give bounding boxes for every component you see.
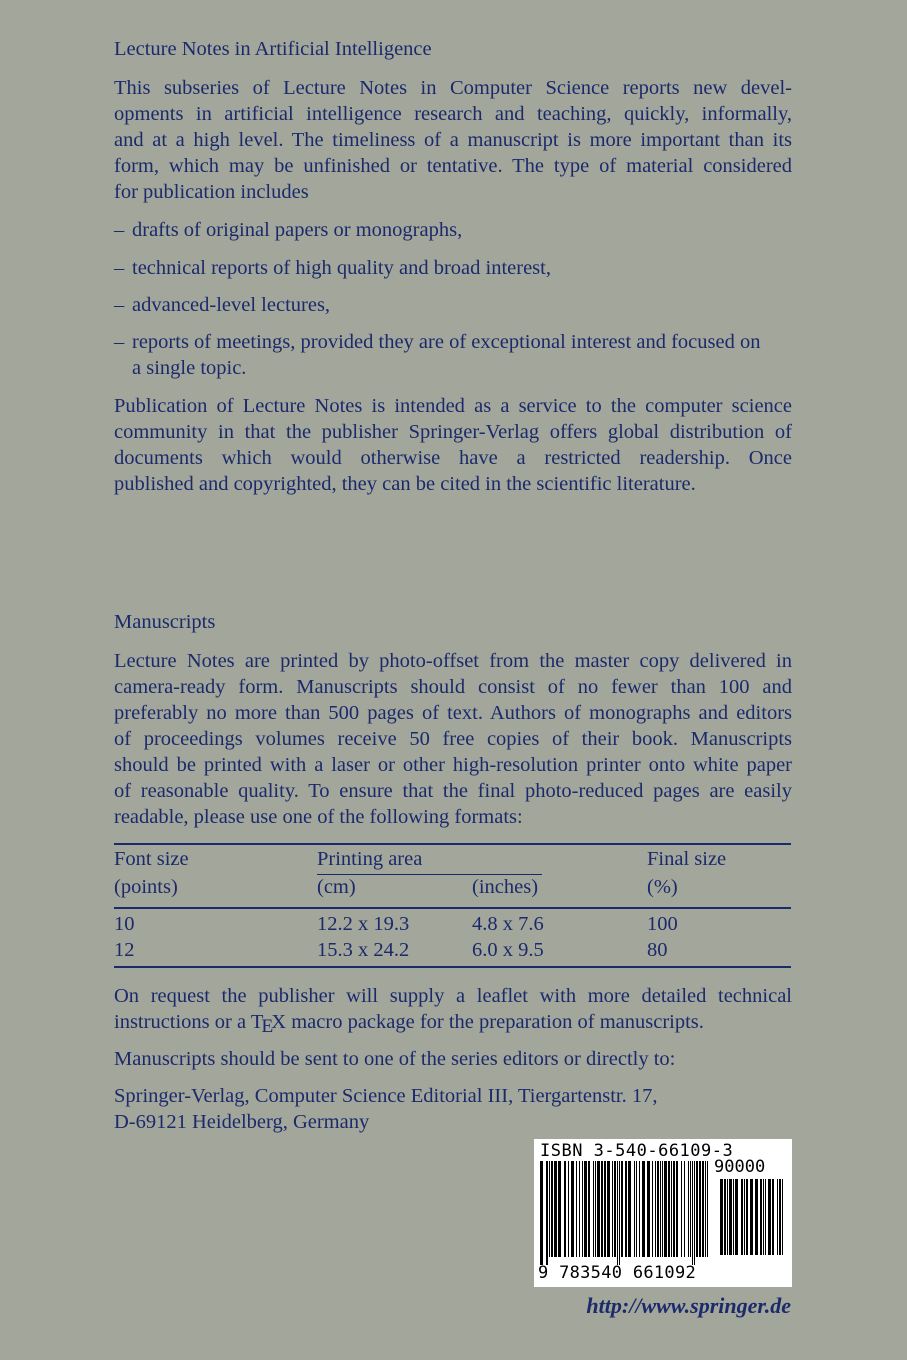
publication-line: Publication of Lecture Notes is intended as a service to the computer science	[114, 395, 792, 417]
barcode-bar	[768, 1179, 771, 1255]
list-item	[114, 217, 792, 243]
barcode-bar	[652, 1161, 653, 1257]
table-header-rule	[114, 907, 791, 909]
barcode-bar	[733, 1179, 734, 1255]
isbn-barcode	[534, 1139, 792, 1287]
barcode-bar	[619, 1161, 620, 1265]
barcode-bar	[702, 1161, 704, 1257]
barcode-bar	[601, 1161, 603, 1257]
barcode-bar	[777, 1179, 778, 1255]
list-item-text: a single topic.	[132, 357, 247, 379]
header-printing-area: Printing area	[317, 848, 423, 870]
barcode-bar	[760, 1179, 762, 1255]
barcode-bar	[676, 1161, 678, 1257]
barcode-bar	[597, 1161, 600, 1257]
publication-paragraph	[114, 393, 792, 497]
list-item-text: technical reports of high quality and broad interest,	[132, 257, 551, 279]
list-item-text: reports of meetings, provided they are of exceptional interest and focused on	[132, 331, 761, 353]
barcode-bar	[554, 1161, 557, 1257]
intro-line: form, which may be unfinished or tentative. The type of material considered	[114, 155, 792, 177]
manuscripts-line: preferably no more than 500 pages of text. Authors of monographs and editors	[114, 702, 792, 724]
barcode-bar	[688, 1161, 689, 1257]
barcode-bar	[546, 1161, 548, 1265]
barcode-bar	[750, 1179, 753, 1255]
barcode-bar	[690, 1161, 691, 1257]
barcode-bar	[720, 1179, 723, 1255]
request-text: instructions or a	[114, 1011, 251, 1033]
barcode-bar	[568, 1161, 569, 1257]
list-item-text: advanced-level lectures,	[132, 294, 331, 316]
tex-e: E	[261, 1016, 274, 1037]
barcode-bar	[684, 1161, 685, 1257]
barcode-bar	[746, 1179, 748, 1255]
barcode-bar	[735, 1179, 738, 1255]
barcode-bar	[582, 1161, 583, 1257]
manuscripts-paragraph	[114, 648, 792, 830]
intro-line: for publication includes	[114, 181, 309, 203]
barcode-bar	[660, 1161, 661, 1257]
series-heading: Lecture Notes in Artificial Intelligence	[114, 38, 432, 60]
barcode-bar	[647, 1161, 650, 1257]
isbn-text: ISBN 3-540-66109-3	[540, 1141, 734, 1161]
barcode-bar	[540, 1161, 543, 1265]
intro-paragraph	[114, 75, 792, 205]
barcode-bar	[628, 1161, 631, 1257]
tex-t: T	[250, 1011, 264, 1033]
barcode-bar	[604, 1161, 606, 1257]
header-final-size: Final size	[647, 848, 727, 870]
manuscripts-line: of proceedings volumes receive 50 free copies of their book. Manuscripts	[114, 728, 792, 750]
barcode-bar	[639, 1161, 640, 1257]
header-cm: (cm)	[317, 876, 356, 898]
table-bottom-rule	[114, 966, 791, 968]
barcode-bar	[657, 1161, 659, 1257]
printing-area-rule	[317, 874, 542, 875]
barcode-bar	[625, 1161, 627, 1257]
tex-x: X	[271, 1011, 287, 1033]
price-code: 90000	[714, 1157, 766, 1177]
list-dash: –	[114, 331, 125, 353]
manuscripts-line: should be printed with a laser or other high-resolution printer onto white paper	[114, 754, 792, 776]
barcode-bar	[707, 1161, 708, 1257]
ean-digits: 9 783540 661092	[538, 1263, 697, 1283]
publisher-url[interactable]: http://www.springer.de	[586, 1293, 791, 1318]
table-cell-points: 12	[114, 939, 135, 961]
publication-line: community in that the publisher Springer-Verlag offers global distribution of	[114, 421, 792, 443]
table-cell-cm: 12.2 x 19.3	[317, 913, 410, 935]
barcode-bar	[772, 1179, 774, 1255]
barcode-bar	[779, 1179, 781, 1255]
barcode-bar	[692, 1161, 693, 1265]
table-cell-inches: 4.8 x 7.6	[472, 913, 544, 935]
manuscripts-line: camera-ready form. Manuscripts should consist of no fewer than 100 and	[114, 676, 792, 698]
table-cell-cm: 15.3 x 24.2	[317, 939, 410, 961]
barcode-bar	[724, 1179, 726, 1255]
barcode-bar	[671, 1161, 672, 1257]
list-item	[114, 255, 792, 281]
list-item	[114, 292, 792, 318]
table-cell-inches: 6.0 x 9.5	[472, 939, 544, 961]
address-line: Springer-Verlag, Computer Science Editorial III, Tiergartenstr. 17,	[114, 1085, 658, 1107]
barcode-bar	[636, 1161, 637, 1257]
barcode-bar	[621, 1161, 623, 1257]
barcode-bar	[642, 1161, 645, 1257]
address-line: D-69121 Heidelberg, Germany	[114, 1111, 370, 1133]
request-paragraph	[114, 983, 792, 1036]
barcode-bar	[617, 1161, 618, 1265]
barcode-bar	[699, 1161, 701, 1257]
manuscripts-heading: Manuscripts	[114, 611, 216, 633]
barcode-bar	[729, 1179, 732, 1255]
barcode-bar	[655, 1161, 656, 1257]
barcode-bar	[588, 1161, 590, 1257]
barcode-bar	[744, 1179, 745, 1255]
header-inches: (inches)	[472, 876, 539, 898]
barcode-bar	[668, 1161, 670, 1257]
manuscripts-line: readable, please use one of the following formats:	[114, 806, 523, 828]
barcode-bar	[579, 1161, 580, 1257]
barcode-bar	[564, 1161, 566, 1257]
barcode-bar	[576, 1161, 577, 1257]
addon-bars	[718, 1179, 788, 1283]
barcode-bar	[549, 1161, 550, 1257]
list-dash: –	[114, 219, 125, 241]
header-percent: (%)	[647, 876, 678, 898]
intro-line: opments in artificial intelligence research and teaching, quickly, informally,	[114, 103, 792, 125]
barcode-bar	[664, 1161, 667, 1257]
barcode-bar	[571, 1161, 574, 1257]
send-text: Manuscripts should be sent to one of the series editors or directly to:	[114, 1048, 676, 1070]
table-top-rule	[114, 843, 791, 845]
barcode-bar	[634, 1161, 635, 1257]
list-item	[114, 329, 792, 381]
barcode-bar	[607, 1161, 610, 1257]
barcode-bar	[763, 1179, 764, 1255]
intro-line: and at a high level. The timeliness of a manuscript is more important than its	[114, 129, 792, 151]
barcode-bar	[755, 1179, 758, 1255]
barcode-bar	[614, 1161, 616, 1257]
barcode-bar	[584, 1161, 587, 1257]
manuscripts-line: Lecture Notes are printed by photo-offset from the master copy delivered in	[114, 650, 792, 672]
list-dash: –	[114, 257, 125, 279]
list-item-text: drafts of original papers or monographs,	[132, 219, 463, 241]
barcode-bar	[612, 1161, 613, 1257]
barcode-bar	[741, 1179, 743, 1255]
publication-line: documents which would otherwise have a restricted readership. Once	[114, 447, 792, 469]
manuscripts-line: of reasonable quality. To ensure that the final photo-reduced pages are easily	[114, 780, 792, 802]
table-cell-final: 80	[647, 939, 668, 961]
barcode-bar	[593, 1161, 594, 1257]
address	[114, 1083, 792, 1135]
barcode-bar	[662, 1161, 663, 1257]
barcode-bar	[705, 1161, 706, 1257]
barcode-bar	[673, 1161, 675, 1257]
barcode-bar	[782, 1179, 783, 1255]
request-line: On request the publisher will supply a leaflet with more detailed technical	[114, 985, 792, 1007]
list-dash: –	[114, 294, 125, 316]
barcode-bar	[727, 1179, 728, 1255]
request-line	[114, 1009, 792, 1036]
barcode-bar	[681, 1161, 682, 1257]
table-cell-points: 10	[114, 913, 135, 935]
header-points: (points)	[114, 876, 178, 898]
ean-bars	[538, 1161, 710, 1265]
publication-line: published and copyrighted, they can be cited in the scientific literature.	[114, 473, 696, 495]
header-font-size: Font size	[114, 848, 189, 870]
table-cell-final: 100	[647, 913, 678, 935]
barcode-bar	[551, 1161, 553, 1257]
request-text: macro package for the preparation of manuscripts.	[286, 1011, 704, 1033]
barcode-bar	[595, 1161, 596, 1257]
send-line	[114, 1046, 792, 1072]
tex-logo	[250, 1011, 287, 1037]
barcode-bar	[765, 1179, 766, 1255]
barcode-bar	[558, 1161, 561, 1257]
intro-line: This subseries of Lecture Notes in Computer Science reports new devel-	[114, 77, 792, 99]
barcode-bar	[696, 1161, 698, 1257]
barcode-bar	[694, 1161, 695, 1265]
